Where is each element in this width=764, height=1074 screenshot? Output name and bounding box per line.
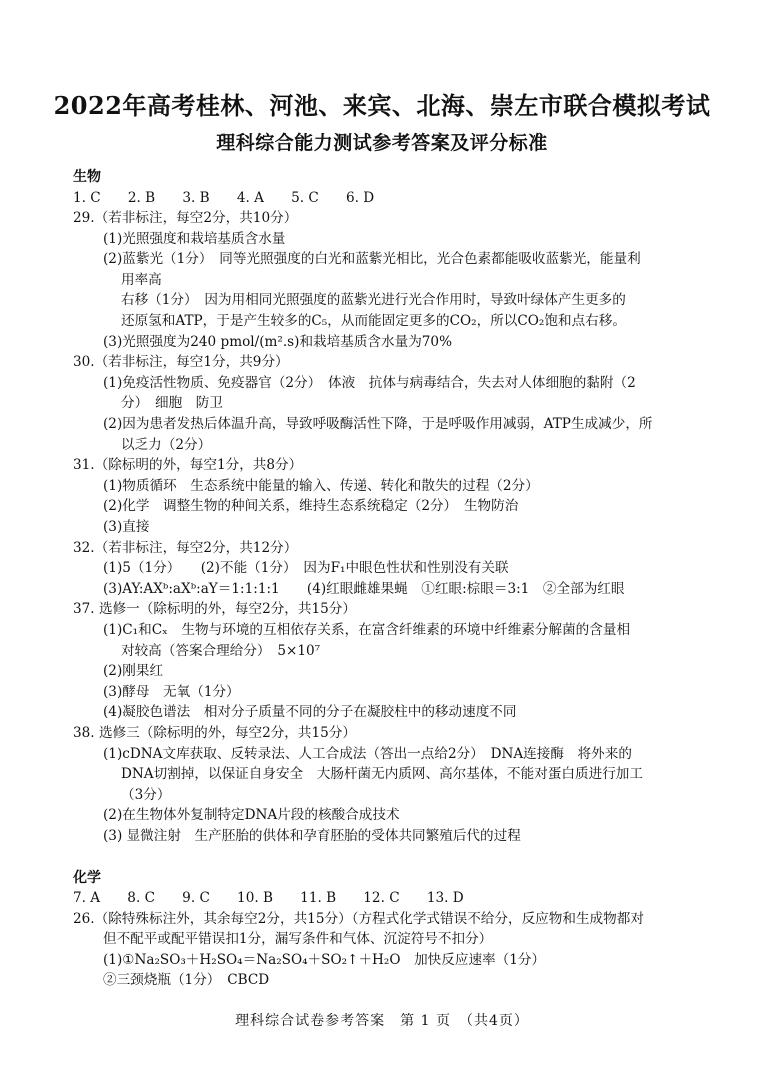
biology-answer-line: (1)物质循环 生态系统中能量的输入、传递、转化和散失的过程（2分） (103, 477, 539, 494)
biology-answer-line: DNA切割掉，以保证自身安全 大肠杆菌无内质网、高尔基体，不能对蛋白质进行加工 (121, 766, 643, 783)
biology-answer-line: 1. C 2. B 3. B 4. A 5. C 6. D (73, 189, 375, 206)
biology-answer-line: 31.（除标明的外，每空1分，共8分） (73, 457, 303, 474)
biology-answer-line: (3) 显微注射 生产胚胎的供体和孕育胚胎的受体共同繁殖后代的过程 (103, 827, 521, 844)
biology-answer-line: (2)蓝紫光（1分） 同等光照强度的白光和蓝紫光相比，光合色素都能吸收蓝紫光，能量利 (103, 251, 641, 268)
page-title: 2022年高考桂林、河池、来宾、北海、崇左市联合模拟考试 (53, 91, 711, 120)
biology-answer-line: (2)在生物体外复制特定DNA片段的核酸合成技术 (103, 807, 400, 824)
biology-answer-line: (1)免疫活性物质、免疫器官（2分） 体液 抗体与病毒结合，失去对人体细胞的黏附（2 (103, 374, 636, 391)
page-footer: 理科综合试卷参考答案 第 1 页 （共4页） (235, 1013, 529, 1029)
biology-heading: 生物 (73, 169, 101, 185)
biology-answer-line: (2)化学 调整生物的种间关系，维持生态系统稳定（2分） 生物防治 (103, 498, 519, 515)
biology-answer-line: (1)光照强度和栽培基质含水量 (103, 230, 286, 247)
biology-answer-line: 29.（若非标注，每空2分，共10分） (73, 210, 298, 227)
chemistry-answer-line: 26.（除特殊标注外，其余每空2分，共15分）（方程式化学式错误不给分，反应物和生成物都对 (73, 910, 644, 927)
chemistry-answer-line: 7. A 8. C 9. C 10. B 11. B 12. C 13. D (73, 890, 464, 906)
biology-answer-line: (3)酵母 无氧（1分） (103, 683, 240, 700)
biology-answer-line: 对较高（答案合理给分） 5×10⁷ (121, 642, 321, 659)
biology-answer-line: 以乏力（2分） (121, 436, 212, 453)
biology-answer-line: (1)5（1分） (2)不能（1分） 因为F₁中眼色性状和性别没有关联 (103, 560, 509, 577)
biology-answers (73, 188, 697, 847)
chemistry-answers (73, 888, 697, 991)
biology-answer-line: 38. 选修三（除标明的外，每空2分，共15分） (73, 724, 356, 741)
chemistry-answer-line: ②三颈烧瓶（1分） CBCD (103, 972, 270, 989)
biology-answer-line: (1)cDNA文库获取、反转录法、人工合成法（答出一点给2分） DNA连接酶 将外来的 (103, 745, 632, 762)
biology-answer-line: (3)直接 (103, 519, 150, 535)
biology-answer-line: （3分） (121, 786, 171, 803)
chemistry-heading: 化学 (73, 869, 101, 886)
biology-answer-line: 用率高 (121, 271, 162, 288)
biology-answer-line: (3)光照强度为240 pmol/(m².s)和栽培基质含水量为70% (103, 333, 452, 350)
biology-answer-line: 分） 细胞 防卫 (121, 395, 223, 412)
biology-answer-line: 右移（1分） 因为用相同光照强度的蓝紫光进行光合作用时，导致叶绿体产生更多的 (121, 292, 626, 309)
chemistry-answer-line: 但不配平或配平错误扣1分，漏写条件和气体、沉淀符号不扣分） (103, 931, 493, 948)
biology-answer-line: (1)C₁和Cₓ 生物与环境的互相依存关系，在富含纤维素的环境中纤维素分解菌的含量相 (103, 621, 631, 638)
biology-answer-line: (2)因为患者发热后体温升高，导致呼吸酶活性下降，于是呼吸作用减弱，ATP生成减少，所 (103, 416, 653, 433)
biology-answer-line: 还原氢和ATP，于是产生较多的C₅，从而能固定更多的CO₂，所以CO₂饱和点右移。 (121, 313, 626, 330)
biology-answer-line: (4)凝胶色谱法 相对分子质量不同的分子在凝胶柱中的移动速度不同 (103, 704, 517, 721)
chemistry-answer-line: (1)①Na₂SO₃＋H₂SO₄＝Na₂SO₄＋SO₂↑＋H₂O 加快反应速率（1分） (103, 951, 546, 968)
page-subtitle: 理科综合能力测试参考答案及评分标准 (216, 132, 548, 154)
biology-answer-line: (3)AY:AXᵇ:aXᵇ:aY＝1:1:1:1 (4)红眼雌雄果蝇 ①红眼:棕眼＝3:1 ②全部为红眼 (103, 580, 625, 597)
biology-answer-line: 30.（若非标注，每空1分，共9分） (73, 354, 289, 371)
biology-answer-line: 37. 选修一（除标明的外，每空2分，共15分） (73, 601, 356, 618)
biology-answer-line: (2)刚果红 (103, 663, 164, 680)
biology-answer-line: 32.（若非标注，每空2分，共12分） (73, 539, 298, 556)
answer-content (73, 167, 697, 991)
